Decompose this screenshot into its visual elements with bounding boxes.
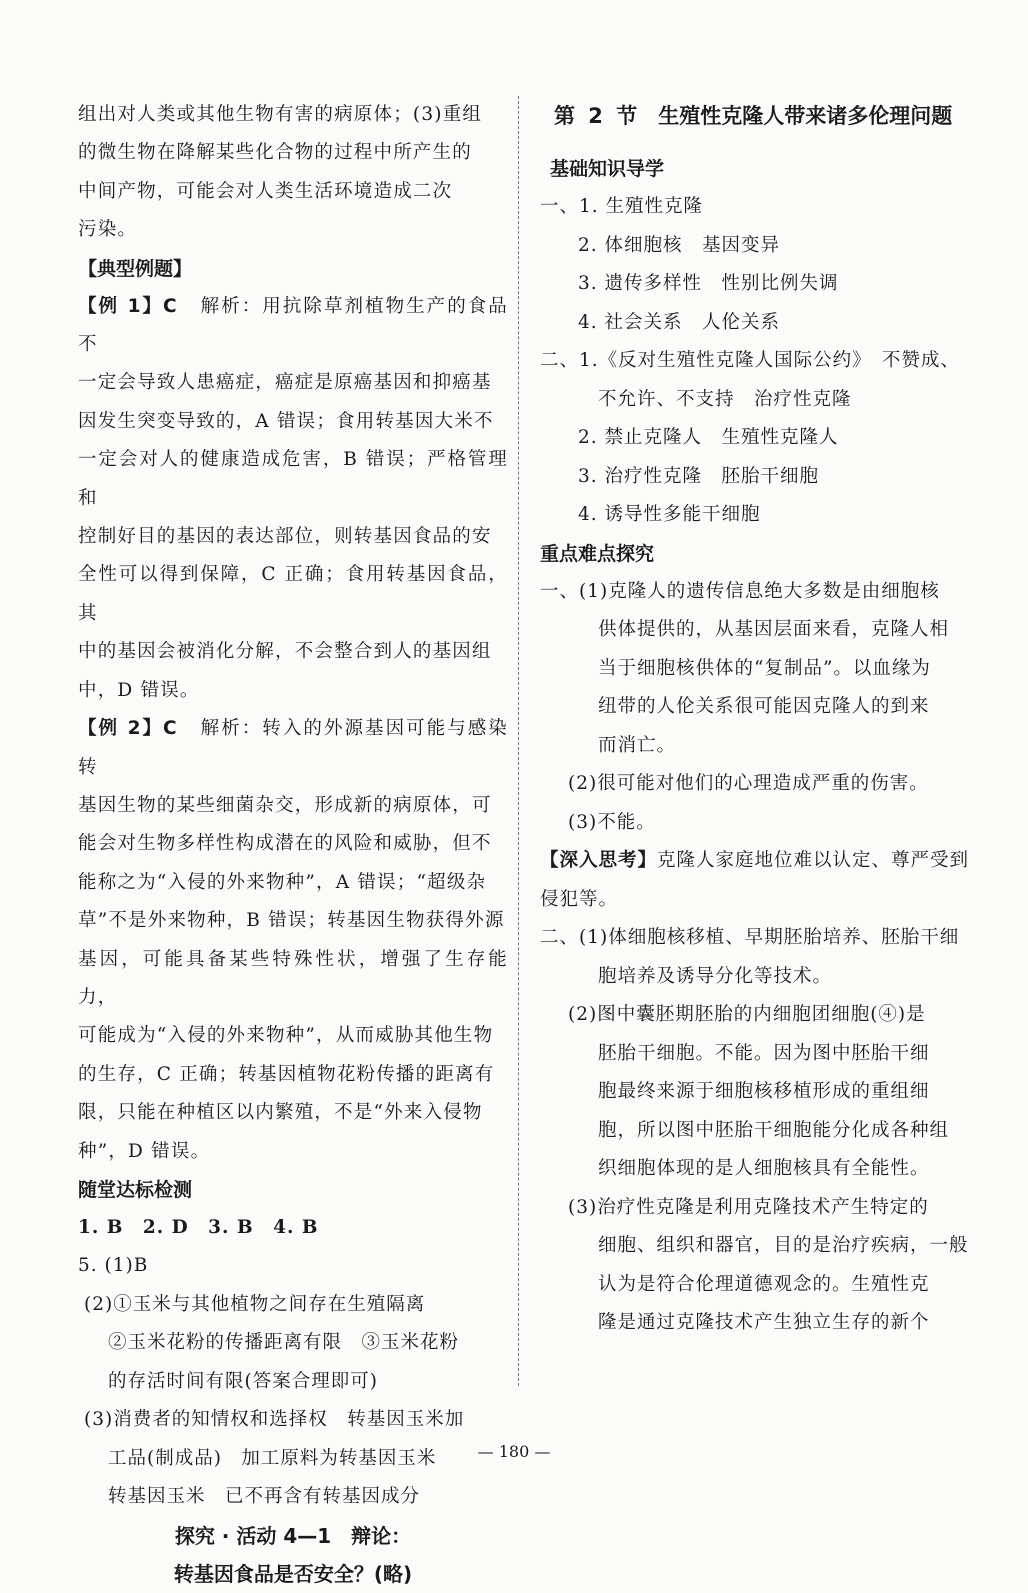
right-column (540, 96, 980, 1343)
intro-paragraph (78, 96, 508, 250)
question-5-part-2 (78, 1286, 508, 1402)
k1-line-0: 一、(1)克隆人的遗传信息绝大多数是由细胞核 (540, 580, 940, 602)
example-2-line-9: 种”，D 错误。 (78, 1140, 211, 1162)
activity-title-line-2: 转基因食品是否安全？(略) (173, 1561, 413, 1586)
k2-3-line-3: 隆是通过克隆技术产生独立生存的新个 (598, 1312, 930, 1333)
example-2-line-0: 解析：转入的外源基因可能与感染转 (78, 718, 508, 778)
q5-2-line-1: ②玉米花粉的传播距离有限 ③玉米花粉 (108, 1332, 460, 1354)
question-5-part-1: 5. (1)B (78, 1255, 149, 1277)
answers-line: 1. B 2. D 3. B 4. B (78, 1216, 319, 1238)
example-1-tag: 【例 1】C (78, 295, 178, 317)
part2-item-4: 4. 诱导性多能干细胞 (578, 504, 761, 525)
activity-title-line-1: 探究 · 活动 4—1 辩论： (174, 1523, 412, 1548)
k1-line-2: 当于细胞核供体的“复制品”。以血缘为 (598, 657, 931, 679)
part1-item-2: 2. 体细胞核 基因变异 (578, 234, 781, 256)
k2-2-line-4: 织细胞体现的是人细胞核具有全能性。 (598, 1158, 930, 1179)
example-1-line-6: 中的基因会被消化分解，不会整合到人的基因组 (78, 641, 492, 663)
part1-item-3: 3. 遗传多样性 性别比例失调 (578, 273, 839, 294)
q5-2-line-2: 的存活时间有限(答案合理即可) (108, 1370, 378, 1392)
k2-1-line-1: 胞培养及诱导分化等技术。 (598, 965, 833, 987)
example-1-line-7: 中，D 错误。 (78, 679, 200, 701)
in-class-test-heading: 随堂达标检测 (78, 1178, 193, 1201)
deep-thinking-tag: 【深入思考】 (540, 850, 658, 871)
example-2-line-6: 可能成为“入侵的外来物种”，从而威胁其他生物 (78, 1025, 494, 1047)
example-1-line-1: 一定会导致人患癌症，癌症是原癌基因和抑癌基 (78, 372, 492, 394)
deep-line-0: 克隆人家庭地位难以认定、尊严受到 (657, 850, 970, 871)
example-1 (78, 288, 508, 710)
k2-2-line-2: 胞最终来源于细胞核移植形成的重组细 (598, 1081, 930, 1102)
example-1-line-0: 解析：用抗除草剂植物生产的食品不 (78, 295, 508, 356)
k1-line-3: 纽带的人伦关系很可能因克隆人的到来 (598, 696, 930, 717)
typical-examples-heading: 【典型例题】 (78, 257, 193, 280)
section-title: 第 2 节 生殖性克隆人带来诸多伦理问题 (554, 104, 953, 128)
k2-2-line-0: (2)图中囊胚期胚胎的内细胞团细胞(④)是 (568, 1004, 926, 1025)
q5-3-line-0: (3)消费者的知情权和选择权 转基因玉米加 (84, 1409, 465, 1431)
part1-item-4: 4. 社会关系 人伦关系 (578, 311, 781, 333)
k1-line-1: 供体提供的，从基因层面来看，克隆人相 (598, 619, 950, 640)
k1-item-3: (3)不能。 (568, 811, 656, 833)
example-2-tag: 【例 2】C (78, 718, 178, 740)
k2-3-line-1: 细胞、组织和器官，目的是治疗疾病，一般 (598, 1235, 969, 1256)
example-1-line-4: 控制好目的基因的表达部位，则转基因食品的安 (78, 526, 492, 548)
example-1-line-5: 全性可以得到保障，C 正确；食用转基因食品，其 (78, 564, 508, 624)
example-2-line-2: 能会对生物多样性构成潜在的风险和威胁，但不 (78, 833, 492, 855)
intro-line-1: 的微生物在降解某些化合物的过程中所产生的 (78, 142, 473, 164)
intro-line-3: 污染。 (78, 219, 138, 241)
deep-thinking (540, 842, 980, 919)
key-difficult-heading: 重点难点探究 (540, 542, 655, 565)
k2-3-line-0: (3)治疗性克隆是利用克隆技术产生特定的 (568, 1196, 929, 1218)
part2-item-3: 3. 治疗性克隆 胚胎干细胞 (578, 465, 820, 487)
column-divider (518, 96, 519, 1386)
intro-line-0: 组出对人类或其他生物有害的病原体；(3)重组 (78, 104, 483, 125)
q5-3-line-1: 工品(制成品) 加工原料为转基因玉米 (108, 1447, 437, 1469)
part1-item-1: 一、1. 生殖性克隆 (540, 196, 704, 217)
left-column (78, 96, 508, 1593)
basic-knowledge-heading: 基础知识导学 (550, 158, 665, 180)
k2-1-line-0: 二、(1)体细胞核移植、早期胚胎培养、胚胎干细 (540, 927, 960, 948)
part2-list (540, 342, 980, 535)
part2-item-1: 二、1.《反对生殖性克隆人国际公约》 不赞成、 (540, 350, 960, 371)
example-2-line-1: 基因生物的某些细菌杂交，形成新的病原体，可 (78, 794, 492, 816)
key-part2 (540, 919, 980, 1343)
deep-line-1: 侵犯等。 (540, 888, 619, 910)
example-2-line-8: 限，只能在种植区以内繁殖，不是“外来入侵物 (78, 1102, 483, 1124)
k2-2-line-3: 胞，所以图中胚胎干细胞能分化成各种组 (598, 1119, 950, 1141)
q5-3-line-2: 转基因玉米 已不再含有转基因成分 (108, 1486, 421, 1508)
page-number: — 180 — (477, 1442, 551, 1461)
k2-2-line-1: 胚胎干细胞。不能。因为图中胚胎干细 (598, 1042, 930, 1064)
example-2 (78, 710, 508, 1171)
key-part1 (540, 573, 980, 843)
example-2-line-3: 能称之为“入侵的外来物种”，A 错误；“超级杂 (78, 871, 487, 893)
k1-item-2: (2)很可能对他们的心理造成严重的伤害。 (568, 773, 929, 794)
part1-list (540, 188, 980, 342)
q5-2-line-0: (2)①玉米与其他植物之间存在生殖隔离 (84, 1293, 426, 1315)
example-1-line-3: 一定会对人的健康造成危害，B 错误；严格管理和 (78, 449, 508, 509)
intro-line-2: 中间产物，可能会对人类生活环境造成二次 (78, 180, 453, 202)
part2-item-2: 2. 禁止克隆人 生殖性克隆人 (578, 427, 839, 448)
example-2-line-5: 基因，可能具备某些特殊性状，增强了生存能力， (78, 948, 508, 1008)
k1-line-4: 而消亡。 (598, 734, 677, 756)
example-2-line-7: 的生存，C 正确；转基因植物花粉传播的距离有 (78, 1063, 495, 1085)
k2-3-line-2: 认为是符合伦理道德观念的。生殖性克 (598, 1273, 930, 1295)
example-2-line-4: 草”不是外来物种，B 错误；转基因生物获得外源 (78, 910, 505, 932)
part2-item-1-cont: 不允许、不支持 治疗性克隆 (598, 388, 852, 410)
example-1-line-2: 因发生突变导致的，A 错误；食用转基因大米不 (78, 410, 494, 432)
